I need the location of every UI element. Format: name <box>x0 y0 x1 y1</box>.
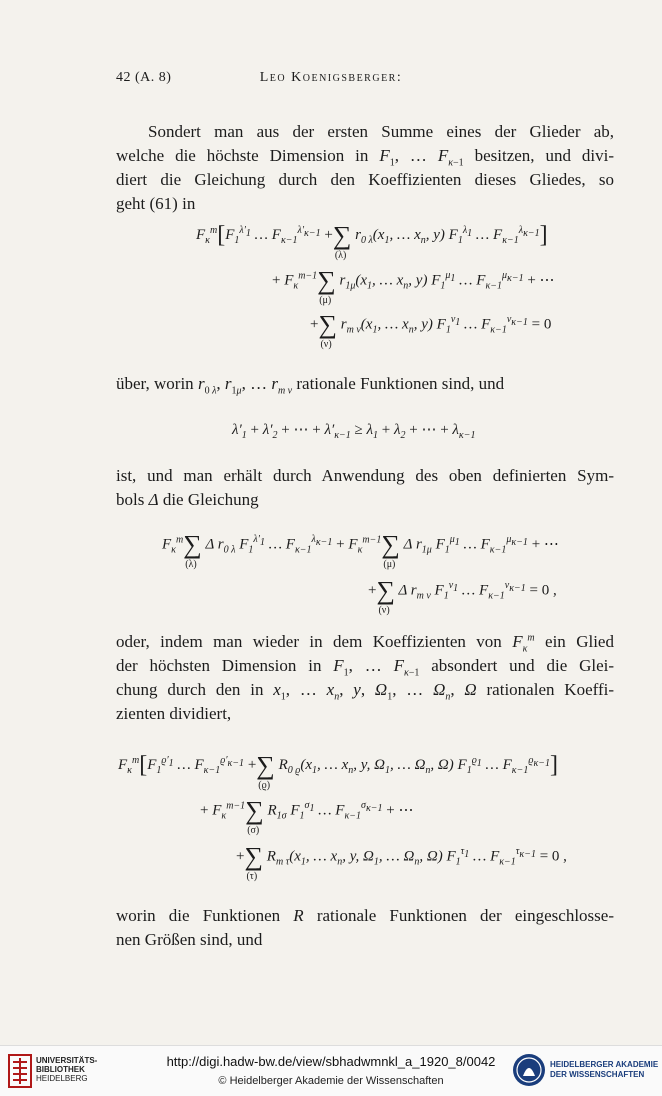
equation-3-line-3: +∑ (τ) $R_{m \tau}(x_1$, … $x_n$, y, $\Omega_1$, … $\Omega_n$, Ω) $F_1^{\tau_1}$ … $F_{\kappa-1}^{\tau_{\kappa-1}} = 0$ , <box>236 842 567 882</box>
library-name-line-2: BIBLIOTHEK <box>36 1065 85 1074</box>
viewer-footer <box>0 1045 662 1096</box>
inequality: $\lambda'_1 + \lambda'_2$ + ⋯ + $\lambda'_{\kappa-1} \ge \lambda_1 + \lambda_2$ + ⋯ + $\lambda_{\kappa-1}$ <box>232 422 476 441</box>
paragraph-1-line-1: Sondert man aus der ersten Summe eines der Glieder ab, <box>148 122 614 141</box>
paragraph-5 <box>116 904 614 952</box>
paragraph-5-line-2: nen Größen sind, und <box>116 930 263 949</box>
paragraph-4 <box>116 630 614 726</box>
paragraph-4-line-4: zienten dividiert, <box>116 704 232 723</box>
paragraph-4-line-2: der höchsten Dimension in $F_1$, … $F_{\kappa-1}$ absondert und die Glei- <box>116 656 615 679</box>
paragraph-4-line-1: oder, indem man wieder in dem Koeffizienten von $F_\kappa^m$ ein Glied <box>116 632 614 655</box>
equation-1-line-2: + $F_\kappa^{m-1}\sum$ (μ) $r_{1\mu}(x_1$, … $x_n$, y) $F_1^{\mu_1}$ … $F_{\kappa-1}^{\mu_{\kappa-1}}$ + ⋯ <box>272 266 555 306</box>
copyright-notice: © Heidelberger Akademie der Wissenschaften <box>218 1075 444 1087</box>
equation-3-line-1: $F_\kappa^m[F_1^{ϱ'_1}$ … $F_{\kappa-1}^{ϱ'_{\kappa-1}}$ +∑ (ϱ) $R_{0 ϱ}(x_1$, … $x_n$, y, $\Omega_1$, … $\Omega_n$, Ω) $F_1^{ϱ_1}$ … $F_{\kappa-1}^{ϱ_{\kappa-1}}$] <box>118 750 558 791</box>
equation-1-line-3: +∑ (ν) $r_{m \nu}(x_1$, … $x_n$, y) $F_1^{\nu_1}$ … $F_{\kappa-1}^{\nu_{\kappa-1}} = 0$ <box>310 310 552 350</box>
equation-2-line-2: +∑ (ν) Δ $r_{m \nu}$ $F_1^{\nu_1}$ … $F_{\kappa-1}^{\nu_{\kappa-1}} = 0$ , <box>368 576 557 616</box>
paragraph-4-line-3: chung durch den in $x_1$, … $x_n$, y, $\Omega_1$, … $\Omega_n$, Ω rationalen Koeffi- <box>116 680 615 703</box>
academy-name-line-1: HEIDELBERGER AKADEMIE <box>550 1060 659 1069</box>
paragraph-1-line-3: diert die Gleichung durch den Koeffizienten dieses Gliedes, so <box>116 170 614 189</box>
equation-2-line-1: $F_\kappa^m\sum$ (λ) Δ $r_{0 \lambda}$ $F_1^{\lambda'_1}$ … $F_{\kappa-1}^{\lambda_{\kappa-1}} + F_\kappa^{m-1}\sum$ (μ) Δ $r_{1\mu}$ $F_1^{\mu_1}$ … $F_{\kappa-1}^{\mu_{\kappa-1}}$ + ⋯ <box>162 530 559 570</box>
academy-name <box>550 1060 658 1080</box>
library-name-line-3: HEIDELBERG <box>36 1074 88 1083</box>
running-header <box>116 70 546 90</box>
paragraph-3-line-2: bols Δ die Gleichung <box>116 490 259 509</box>
paragraph-2-line-1: über, worin $r_{0 \lambda}$, $r_{1\mu}$, … $r_{m \nu}$ rationale Funktionen sind, und <box>116 374 505 397</box>
paragraph-3-line-1: ist, und man erhält durch Anwendung des oben definierten Sym- <box>116 466 614 485</box>
equation-3-line-2: + $F_\kappa^{m-1}\sum$ (σ) $R_{1\sigma}$ $F_1^{\sigma_1}$ … $F_{\kappa-1}^{\sigma_{\kappa-1}}$ + ⋯ <box>200 796 414 836</box>
paragraph-1 <box>116 120 614 216</box>
academy-name-line-2: DER WISSENSCHAFTEN <box>550 1070 645 1079</box>
paragraph-3 <box>116 464 614 512</box>
running-title: Leo Koenigsberger: <box>259 70 403 85</box>
permalink-url[interactable]: http://digi.hadw-bw.de/view/sbhadwmnkl_a_1920_8/0042 <box>166 1054 496 1069</box>
paragraph-1-line-4: geht (61) in <box>116 194 196 213</box>
library-name-line-1: UNIVERSITÄTS- <box>36 1056 98 1065</box>
paragraph-2 <box>116 372 614 396</box>
equation-1-line-1: $F_\kappa^m[F_1^{\lambda'_1}$ … $F_{\kappa-1}^{\lambda'_{\kappa-1}}$ +∑ (λ) $r_{0 \lambda}(x_1$, … $x_n$, y) $F_1^{\lambda_1}$ … $F_{\kappa-1}^{\lambda_{\kappa-1}}$] <box>196 220 548 261</box>
paragraph-1-line-2: welche die höchste Dimension in $F_1$, … $F_{\kappa-1}$ besitzen, und divi- <box>116 146 614 169</box>
academy-seal-icon <box>512 1052 546 1088</box>
page-number: 42 (A. 8) <box>116 70 172 85</box>
paragraph-5-line-1: worin die Funktionen R rationale Funktionen der eingeschlosse- <box>116 906 614 925</box>
